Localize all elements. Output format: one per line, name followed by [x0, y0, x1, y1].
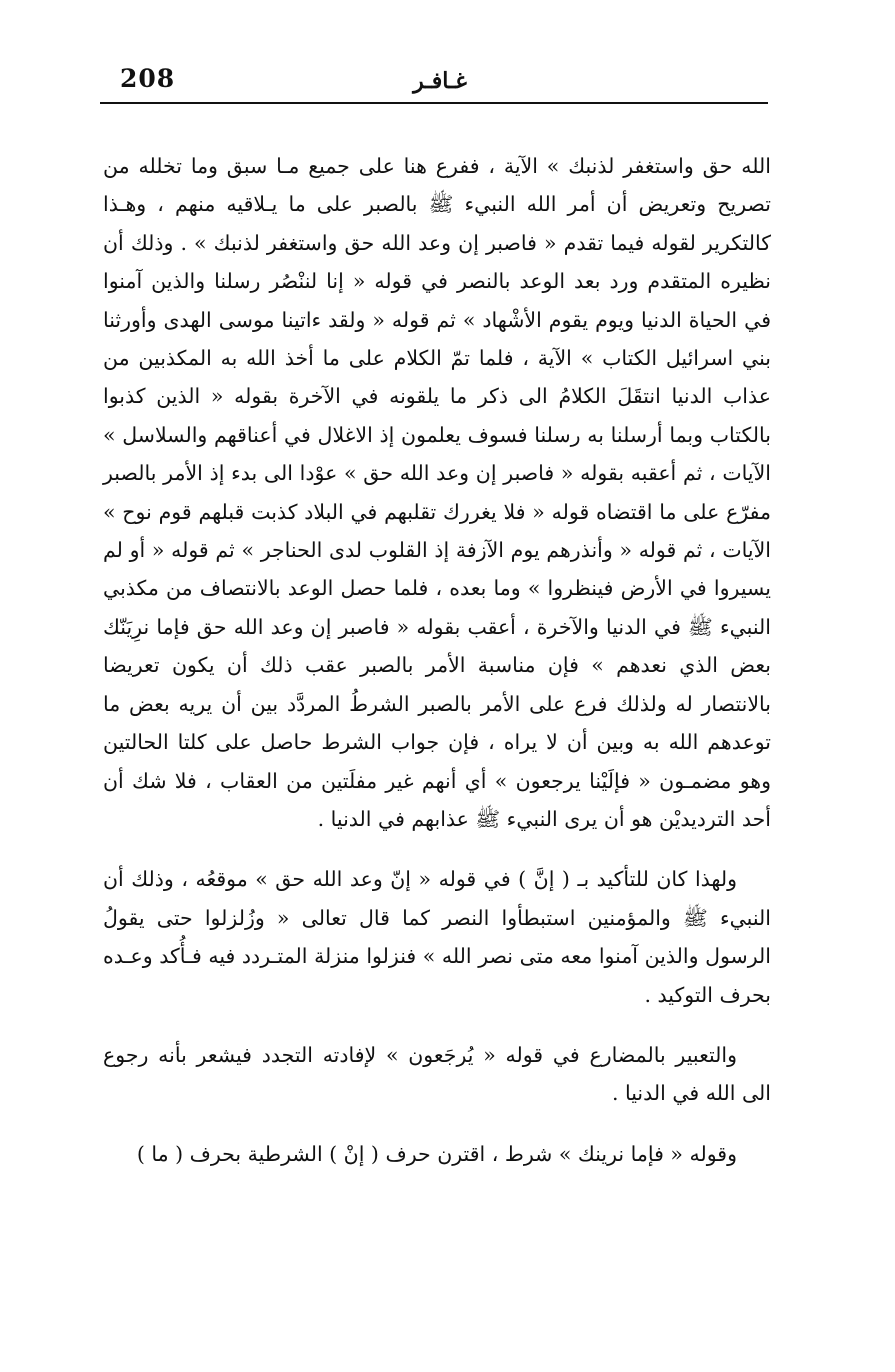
paragraph-continued: الله حق واستغفر لذنبك » الآية ، ففرع هنا على جميع مـا سبق وما تخلله من تصريح وتعريض أن أمر الله النبيء ﷺ بالصبر على ما يـلاقيه منهم ، وهـذا كالتكرير لقوله فيما تقدم « فاصبر إن وعد الله حق واستغفر لذنبك » . وذلك أن نظيره المتقدم ورد بعد الوعد بالنصر في قوله « إنا لننْصُر رسلنا والذين آمنوا في الحياة الدنيا ويوم يقوم الأشْهاد » ثم قوله « ولقد ءاتينا موسى الهدى وأورثنا بني اسرائيل الكتاب » الآية ، فلما تمّ الكلام على ما أخذ الله به المكذبين من عذاب الدنيا انتقَلَ الكلامُ الى ذكر ما يلقونه في الآخرة بقوله « الذين كذبوا بالكتاب وبما أرسلنا به رسلنا فسوف يعلمون إذ الاغلال في أعناقهم والسلاسل » الآيات ، ثم أعقبه بقوله « فاصبر إن وعد الله حق » عوْدا الى بدء إذ الأمر بالصبر مفرّع على ما اقتضاه قوله « فلا يغررك تقلبهم في البلاد كذبت قبلهم قوم نوح » الآيات ، ثم قوله « وأنذرهم يوم الآزفة إذ القلوب لدى الحناجر » ثم قوله « أو لم يسيروا في الأرض فينظروا » وما بعده ، فلما حصل الوعد بالانتصاف من مكذبي النبيء ﷺ في الدنيا والآخرة ، أعقب بقوله « فاصبر إن وعد الله حق فإما نرِيَنّك بعض الذي نعدهم » فإن مناسبة الأمر بالصبر عقب ذلك أن يكون تعريضا بالانتصار له ولذلك فرع على الأمر بالصبر الشرطُ المردَّد بين أن يريه بعض ما توعدهم الله به وبين أن لا يراه ، فإن جواب الشرط حاصل على كلتا الحالتين وهو مضمـون « فإلَيْنا يرجعون » أي أنهم غير مفلَتين من العقاب ، فلا شك أن أحد الترديديْن هو أن يرى النبيء ﷺ عذابهم في الدنيا .: [103, 154, 771, 831]
header-rule: [100, 102, 768, 104]
paragraph-emphasis: ولهذا كان للتأكيد بـ ( إنَّ ) في قوله « إنّ وعد الله حق » موقعُه ، وذلك أن النبيء ﷺ والمؤمنين استبطأوا النصر كما قال تعالى « وزُلزلوا حتى يقولُ الرسول والذين آمنوا معه متى نصر الله » فنزلوا منزلة المتـردد فيه فـأُكد وعـده بحرف التوكيد .: [103, 867, 771, 1007]
page-header: [100, 62, 768, 104]
paragraph-conditional: وقوله « فإما نرينك » شرط ، اقترن حرف ( إنْ ) الشرطية بحرف ( ما ): [136, 1141, 737, 1166]
running-title: غـافـر: [413, 68, 467, 94]
body-text: [103, 147, 771, 1173]
page-number: 208: [120, 64, 176, 93]
paragraph-present-tense: والتعبير بالمضارع في قوله « يُرجَعون » لإفادته التجدد فيشعر بأنه رجوع الى الله في الدنيا .: [103, 1042, 771, 1106]
